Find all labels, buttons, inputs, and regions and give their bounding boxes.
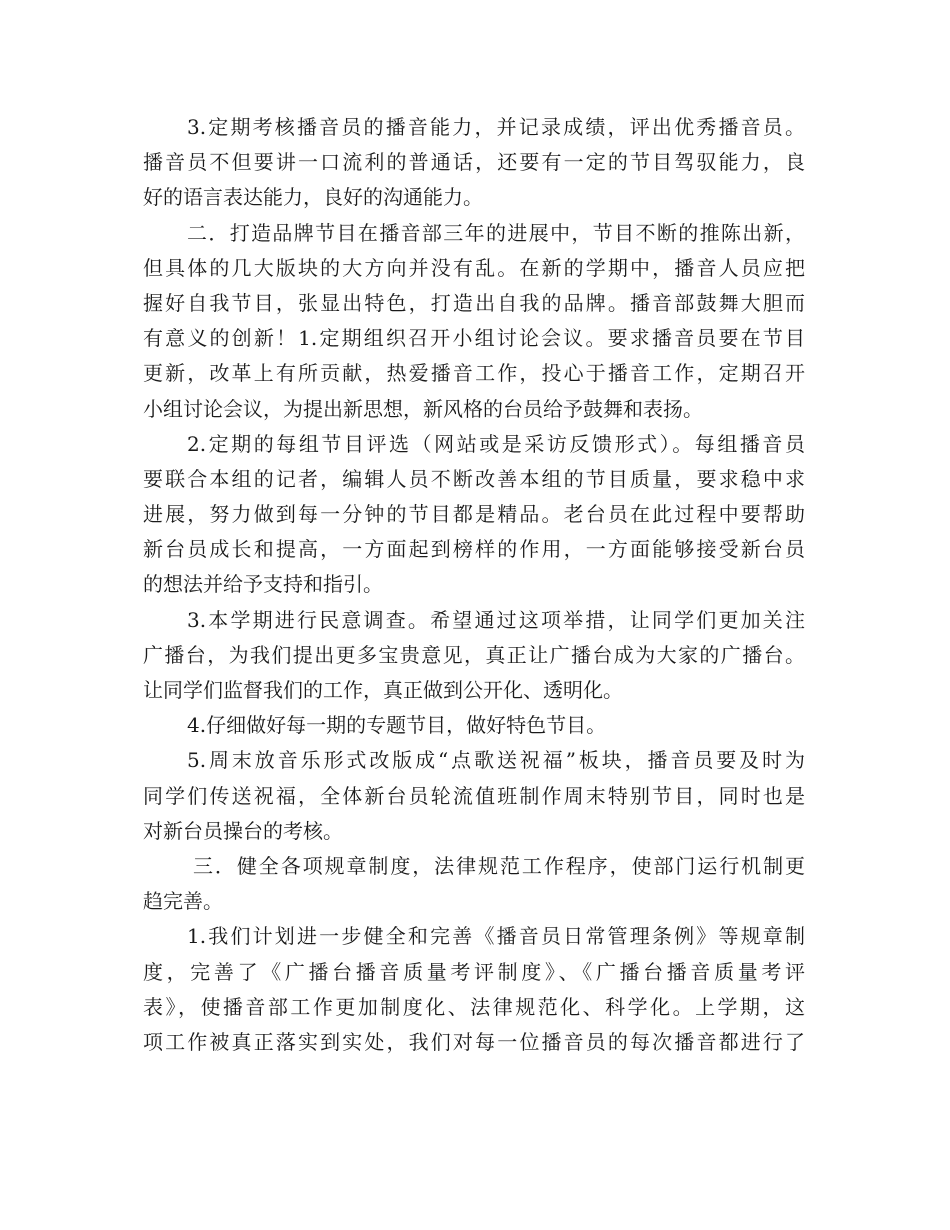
paragraph-line: 对新台员操台的考核。	[143, 818, 343, 843]
paragraph-line: 广播台，为我们提出更多宝贵意见，真正让广播台成为大家的广播台。	[143, 642, 805, 667]
paragraph-line: 同学们传送祝福，全体新台员轮流值班制作周末特别节目，同时也是	[143, 783, 805, 808]
paragraph-line: 二．打造品牌节目在播音部三年的进展中，节目不断的推陈出新，	[187, 220, 805, 245]
paragraph-line: 握好自我节目，张显出特色，打造出自我的品牌。播音部鼓舞大胆而	[143, 290, 805, 315]
paragraph-line: 1.我们计划进一步健全和完善《播音员日常管理条例》等规章制	[187, 924, 805, 949]
paragraph-line: 3.定期考核播音员的播音能力，并记录成绩，评出优秀播音员。	[187, 115, 805, 139]
paragraph-line: 进展，努力做到每一分钟的节目都是精品。老台员在此过程中要帮助	[143, 502, 805, 527]
paragraph-line: 4.仔细做好每一期的专题节目，做好特色节目。	[187, 713, 607, 738]
paragraph-line: 表》，使播音部工作更加制度化、法律规范化、科学化。上学期，这	[143, 994, 805, 1019]
paragraph-line: 但具体的几大版块的大方向并没有乱。在新的学期中，播音人员应把	[143, 255, 805, 280]
paragraph-line: 更新，改革上有所贡献，热爱播音工作，投心于播音工作，定期召开	[143, 361, 805, 386]
paragraph-line: 新台员成长和提高，一方面起到榜样的作用，一方面能够接受新台员	[143, 537, 805, 562]
paragraph-line: 2.定期的每组节目评选（网站或是采访反馈形式）。每组播音员	[187, 431, 805, 456]
paragraph-line: 让同学们监督我们的工作，真正做到公开化、透明化。	[143, 678, 623, 702]
paragraph-line: 5.周末放音乐形式改版成“点歌送祝福”板块，播音员要及时为	[187, 748, 805, 773]
paragraph-line: 的想法并给予支持和指引。	[143, 572, 383, 597]
document-body	[143, 110, 805, 1060]
paragraph-line: 趋完善。	[143, 889, 223, 914]
paragraph-line: 度，完善了《广播台播音质量考评制度》、《广播台播音质量考评	[143, 959, 805, 984]
paragraph-line: 有意义的创新！1.定期组织召开小组讨论会议。要求播音员要在节目	[143, 326, 805, 351]
paragraph-line: 三．健全各项规章制度，法律规范工作程序，使部门运行机制更	[193, 853, 805, 878]
paragraph-line: 要联合本组的记者，编辑人员不断改善本组的节目质量，要求稳中求	[143, 466, 805, 491]
paragraph-line: 3.本学期进行民意调查。希望通过这项举措，让同学们更加关注	[187, 607, 805, 632]
paragraph-line: 好的语言表达能力，良好的沟通能力。	[143, 185, 483, 210]
paragraph-line: 播音员不但要讲一口流利的普通话，还要有一定的节目驾驭能力，良	[143, 150, 805, 175]
paragraph-line: 项工作被真正落实到实处，我们对每一位播音员的每次播音都进行了	[143, 1029, 805, 1054]
paragraph-line: 小组讨论会议，为提出新思想，新风格的台员给予鼓舞和表扬。	[143, 396, 703, 421]
